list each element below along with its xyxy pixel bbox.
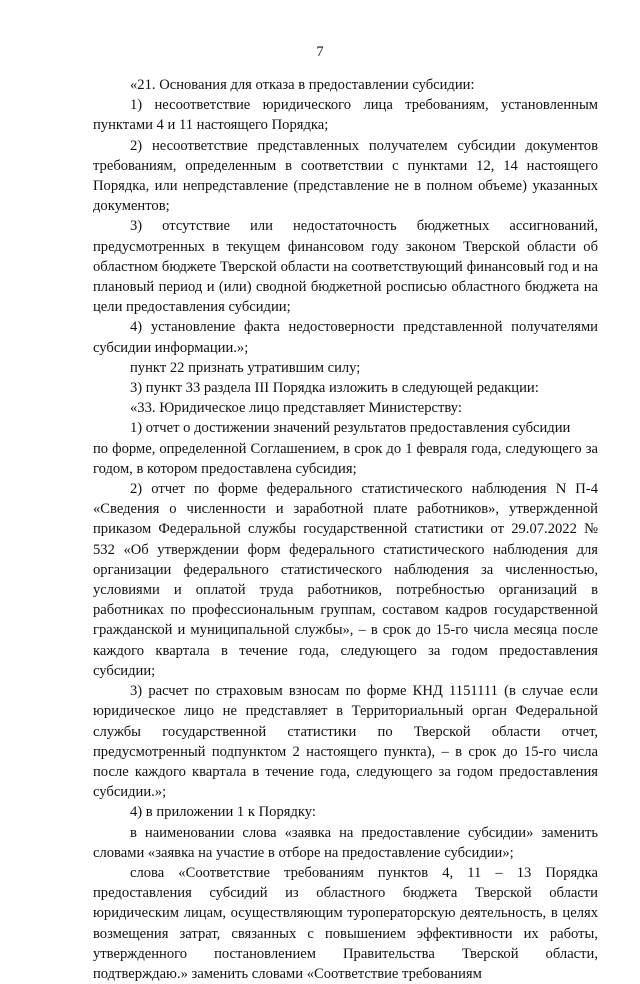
paragraph-21-heading: «21. Основания для отказа в предоставлении субсидии:: [130, 77, 475, 93]
paragraph-item-2: 2) несоответствие представленных получателем субсидии документов требованиям, определенным в соответствии с пунктами 12, 14 настоящего Порядка, или непредставление (представление не в полном объеме) указанных документов;: [93, 137, 598, 215]
paragraph-report-1-continued: по форме, определенной Соглашением, в срок до 1 февраля года, следующего за годом, в котором предоставлена субсидия;: [93, 440, 598, 477]
document-body: [93, 75, 598, 984]
paragraph-appendix-1: 4) в приложении 1 к Порядку:: [130, 804, 316, 821]
paragraph-item-4: 4) установление факта недостоверности представленной получателями субсидии информации.»;: [93, 319, 598, 356]
paragraph-item-3: 3) отсутствие или недостаточность бюджетных ассигнований, предусмотренных в текущем финансовом году законом Тверской области об областном бюджете Тверской области на соответствующий финансовый год и на плановый период и (или) сводной бюджетной росписью областного бюджета на цели предоставления субсидии;: [93, 218, 598, 316]
paragraph-report-3: 3) расчет по страховым взносам по форме КНД 1151111 (в случае если юридическое лицо не представляет в Территориальный орган Федеральной службы государственной статистики по Тверской области отчет, предусмотренный подпунктом 2 настоящего пункта), – в срок до 15-го числа после каждого квартала в течение года, следующего за годом предоставления субсидии.»;: [93, 683, 598, 801]
paragraph-title-replacement: в наименовании слова «заявка на предоставление субсидии» заменить словами «заявка на участие в отборе на предоставление субсидии»;: [93, 824, 598, 861]
page-number: 7: [316, 44, 324, 60]
paragraph-point-33-intro: 3) пункт 33 раздела III Порядка изложить в следующей редакции:: [130, 380, 539, 397]
paragraph-report-1: 1) отчет о достижении значений результатов предоставления субсидии: [130, 420, 571, 437]
paragraph-point-22: пункт 22 признать утратившим силу;: [130, 359, 361, 376]
paragraph-item-1: 1) несоответствие юридического лица требованиям, установленным пунктами 4 и 11 настоящего Порядка;: [93, 97, 598, 134]
paragraph-report-2: 2) отчет по форме федерального статистического наблюдения N П-4 «Сведения о численности и заработной плате работников», утвержденной приказом Федеральной службы государственной статистики от 29.07.2022 № 532 «Об утверждении форм федерального статистического наблюдения для организации федерального статистического наблюдения за численностью, условиями и оплатой труда работников, потребностью организаций в работниках по профессиональным группам, составом кадров государственной гражданской и муниципальной службы», – в срок до 15-го числа месяца после каждого квартала в течение года, следующего за годом предоставления субсидии;: [93, 481, 598, 679]
paragraph-words-replacement: слова «Соответствие требованиям пунктов 4, 11 – 13 Порядка предоставления субсидий из областного бюджета Тверской области юридическим лицам, осуществляющим туроператорскую деятельность, в целях возмещения затрат, связанных с повышением эффективности их работы, утвержденного постановлением Правительства Тверской области, подтверждаю.» заменить словами «Соответствие требованиям: [93, 864, 598, 982]
paragraph-33-heading: «33. Юридическое лицо представляет Министерству:: [130, 400, 462, 417]
